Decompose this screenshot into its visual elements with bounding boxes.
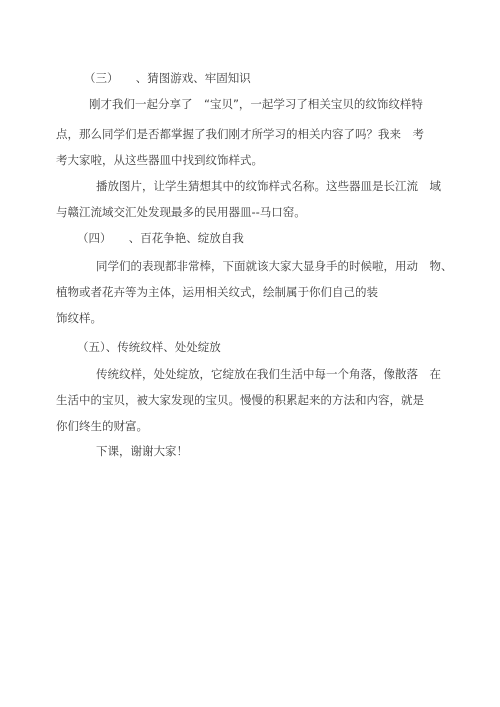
paragraph-line: 植物或者花卉等为主体，运用相关纹式，绘制属于你们自己的装 bbox=[56, 285, 378, 299]
paragraph-line: 考大家啦，从这些器皿中找到纹饰样式。 bbox=[56, 153, 263, 167]
section-heading-3: （三） 、猜图游戏、牢固知识 bbox=[84, 71, 251, 85]
paragraph-line: 饰纹样。 bbox=[56, 311, 102, 325]
paragraph-line: 与赣江流域交汇处发现最多的民用器皿--马口窑。 bbox=[56, 205, 306, 219]
closing-line: 下课，谢谢大家！ bbox=[96, 444, 188, 458]
paragraph-line: 刚才我们一起分享了 “宝贝”，一起学习了相关宝贝的纹饰纹样特 bbox=[89, 97, 423, 111]
section-heading-4: （四） 、百花争艳、绽放自我 bbox=[77, 231, 244, 245]
paragraph-line: 你们终生的财富。 bbox=[56, 419, 148, 433]
paragraph-line: 同学们的表现都非常棒，下面就该大家大显身手的时候啦，用动 物、 bbox=[96, 259, 453, 273]
paragraph-line: 传统纹样，处处绽放，它绽放在我们生活中每一个角落，像散落 在 bbox=[96, 367, 441, 381]
paragraph-line: 生活中的宝贝，被大家发现的宝贝。慢慢的积累起来的方法和内容，就是 bbox=[56, 393, 424, 407]
paragraph-line: 播放图片，让学生猜想其中的纹饰样式名称。这些器皿是长江流 域 bbox=[96, 179, 441, 193]
section-heading-5: （五）、传统纹样、处处绽放 bbox=[77, 340, 221, 354]
paragraph-line: 点，那么同学们是否都掌握了我们刚才所学习的相关内容了吗？我来 考 bbox=[56, 127, 424, 141]
